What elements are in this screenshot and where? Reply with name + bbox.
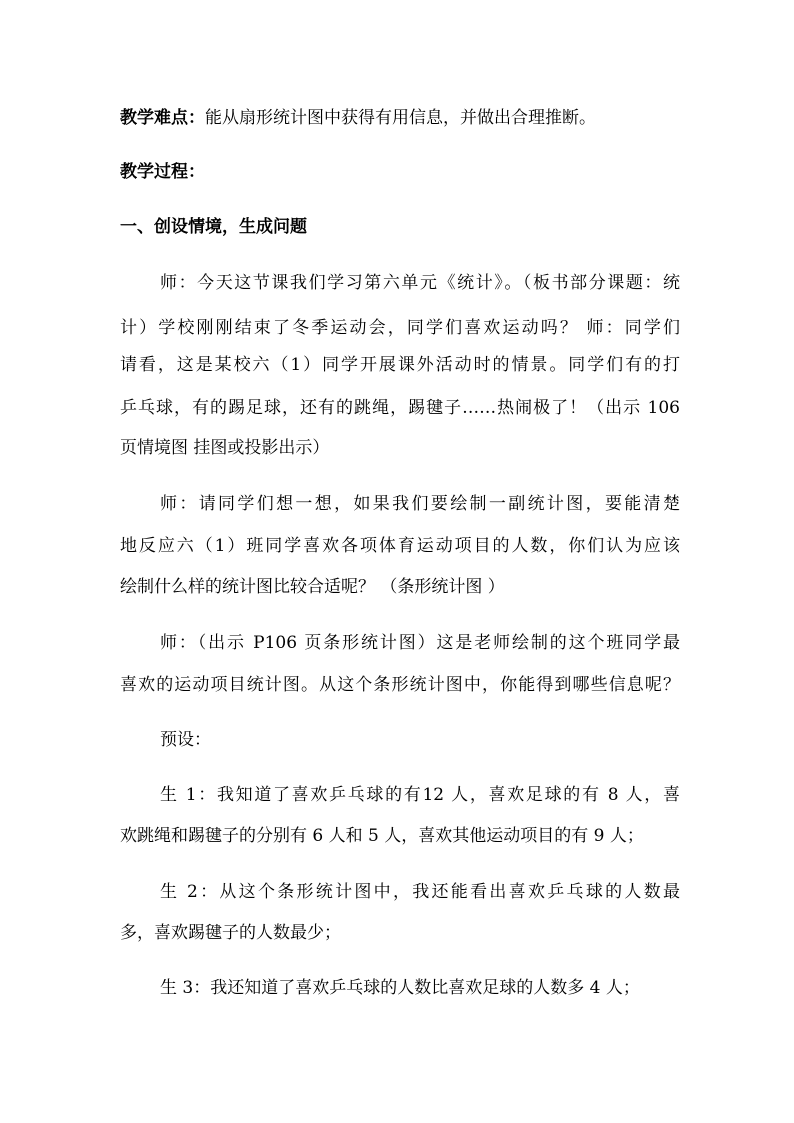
s2-line-2: 多，喜欢踢毽子的人数最少； xyxy=(120,923,341,943)
para3-line-2: 喜欢的运动项目统计图。从这个条形统计图中，你能得到哪些信息呢？ xyxy=(120,675,680,695)
para1-line-3: 请看，这是某校六（1）同学开展课外活动时的情景。同学们有的打 xyxy=(120,355,680,375)
section1-heading: 一、创设情境，生成问题 xyxy=(120,217,307,237)
para1-line-5: 页情境图 挂图或投影出示） xyxy=(120,438,330,458)
para2-line-3: 绘制什么样的统计图比较合适呢？ （条形统计图 ） xyxy=(120,577,505,597)
para1-line-2: 计）学校刚刚结束了冬季运动会，同学们喜欢运动吗？ 师：同学们 xyxy=(120,318,680,338)
s2-line-1: 生 2：从这个条形统计图中，我还能看出喜欢乒乓球的人数最 xyxy=(160,882,680,902)
difficulty-line xyxy=(120,106,680,130)
difficulty-text: 能从扇形统计图中获得有用信息，并做出合理推断。 xyxy=(205,108,596,128)
process-heading: 教学过程： xyxy=(120,162,205,182)
para1-line-1: 师：今天这节课我们学习第六单元《统计》。（板书部分课题：统 xyxy=(160,273,680,293)
preset-label: 预设： xyxy=(160,730,211,750)
para3-line-1: 师：（出示 P106 页条形统计图）这是老师绘制的这个班同学最 xyxy=(160,633,680,653)
para2-line-2: 地反应六（1）班同学喜欢各项体育运动项目的人数，你们认为应该 xyxy=(120,536,680,556)
para2-line-1: 师：请同学们想一想，如果我们要绘制一副统计图，要能清楚 xyxy=(160,494,680,514)
para1-line-4: 乒乓球，有的踢足球，还有的跳绳，踢毽子……热闹极了！（出示 106 xyxy=(120,398,680,418)
s3-line-1: 生 3：我还知道了喜欢乒乓球的人数比喜欢足球的人数多 4 人； xyxy=(160,978,640,998)
s1-line-2: 欢跳绳和踢毽子的分别有 6 人和 5 人，喜欢其他运动项目的有 9 人； xyxy=(120,826,644,846)
s1-line-1: 生 1：我知道了喜欢乒乓球的有12 人，喜欢足球的有 8 人，喜 xyxy=(160,785,680,805)
difficulty-label: 教学难点： xyxy=(120,108,205,128)
